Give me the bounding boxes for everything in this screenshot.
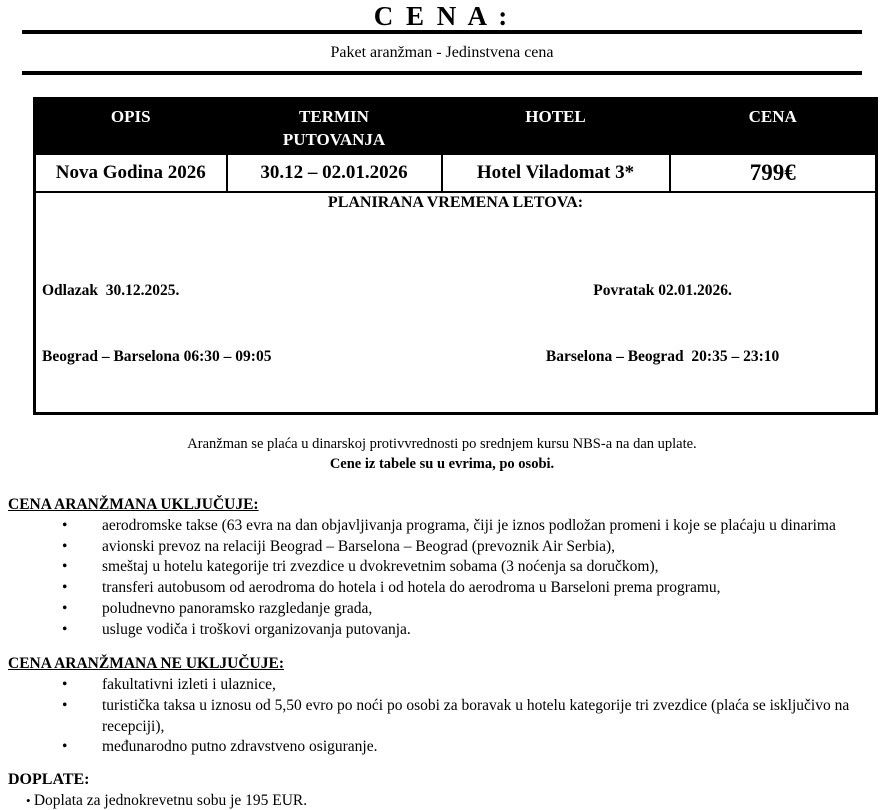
list-item: • usluge vodiča i troškovi organizovanja putovanja. <box>0 620 884 641</box>
flights-columns <box>36 236 875 412</box>
page-subtitle: Paket aranžman - Jedinstvena cena <box>330 44 554 61</box>
col-header-cena <box>670 99 877 155</box>
flights-row <box>35 192 877 414</box>
includes-heading: CENA ARANŽMANA UKLJUČUJE: <box>8 496 259 513</box>
col-header-opis <box>35 99 227 155</box>
includes-list <box>0 516 884 640</box>
departure-label: Odlazak 30.12.2025. <box>42 282 180 299</box>
surcharges-heading: DOPLATE: <box>8 771 90 789</box>
excludes-list <box>0 675 884 758</box>
surcharge-item: • Doplata za jednokrevetnu sobu je 195 EUR. <box>26 791 884 810</box>
divider-bottom <box>22 71 862 75</box>
price-table <box>33 97 878 415</box>
return-label: Povratak 02.01.2026. <box>593 282 732 299</box>
list-item: • fakultativni izleti i ulaznice, <box>0 675 884 696</box>
cell-cena: 799€ <box>670 154 877 192</box>
list-item: • poludnevno panoramsko razgledanje grada, <box>0 599 884 620</box>
table-header-row <box>35 99 877 155</box>
list-item: • turistička taksa u iznosu od 5,50 evro po noći po osobi za boravak u hotelu kategorije tri zvezdice (plaća se isključivo na recepciji), <box>0 696 884 737</box>
col-header-termin <box>227 99 442 155</box>
col-header-cena-label: CENA <box>748 107 797 126</box>
flights-title: PLANIRANA VREMENA LETOVA: <box>327 194 584 211</box>
list-item: • smeštaj u hotelu kategorije tri zvezdice u dvokrevetnim sobama (3 noćenja sa doručkom), <box>0 557 884 578</box>
excludes-heading: CENA ARANŽMANA NE UKLJUČUJE: <box>8 655 285 673</box>
col-header-opis-label: OPIS <box>110 107 151 126</box>
col-header-hotel-label: HOTEL <box>525 107 586 126</box>
list-item: • transferi autobusom od aerodroma do hotela i od hotela do aerodroma u Barseloni prema programu, <box>0 578 884 599</box>
departure-route: Beograd – Barselona 06:30 – 09:05 <box>42 348 272 365</box>
surcharges-section <box>0 770 884 810</box>
col-header-hotel <box>442 99 670 155</box>
currency-note: Cene iz tabele su u evrima, po osobi. <box>329 456 555 472</box>
flights-cell <box>35 192 877 414</box>
page-title: C E N A : <box>373 1 511 31</box>
list-item: • avionski prevoz na relaciji Beograd – Barselona – Beograd (prevoznik Air Serbia), <box>0 537 884 558</box>
payment-note: Aranžman se plaća u dinarskoj protivvrednosti po srednjem kursu NBS-a na dan uplate. <box>187 436 697 452</box>
cell-termin: 30.12 – 02.01.2026 <box>227 154 442 192</box>
excludes-section <box>0 654 884 758</box>
list-item: • međunarodno putno zdravstveno osiguranje. <box>0 737 884 758</box>
cell-opis: Nova Godina 2026 <box>35 154 227 192</box>
return-info <box>450 236 875 412</box>
list-item: • aerodromske takse (63 evra na dan objavljivanja programa, čiji je iznos podložan promeni i koje se plaćaju u dinarima <box>0 516 884 537</box>
includes-section <box>0 495 884 640</box>
return-route: Barselona – Beograd 20:35 – 23:10 <box>545 348 780 365</box>
col-header-termin-label: TERMIN PUTOVANJA <box>282 107 386 149</box>
table-data-row <box>35 154 877 192</box>
cell-hotel: Hotel Viladomat 3* <box>442 154 670 192</box>
notes-block <box>0 434 884 474</box>
departure-info <box>36 236 450 412</box>
